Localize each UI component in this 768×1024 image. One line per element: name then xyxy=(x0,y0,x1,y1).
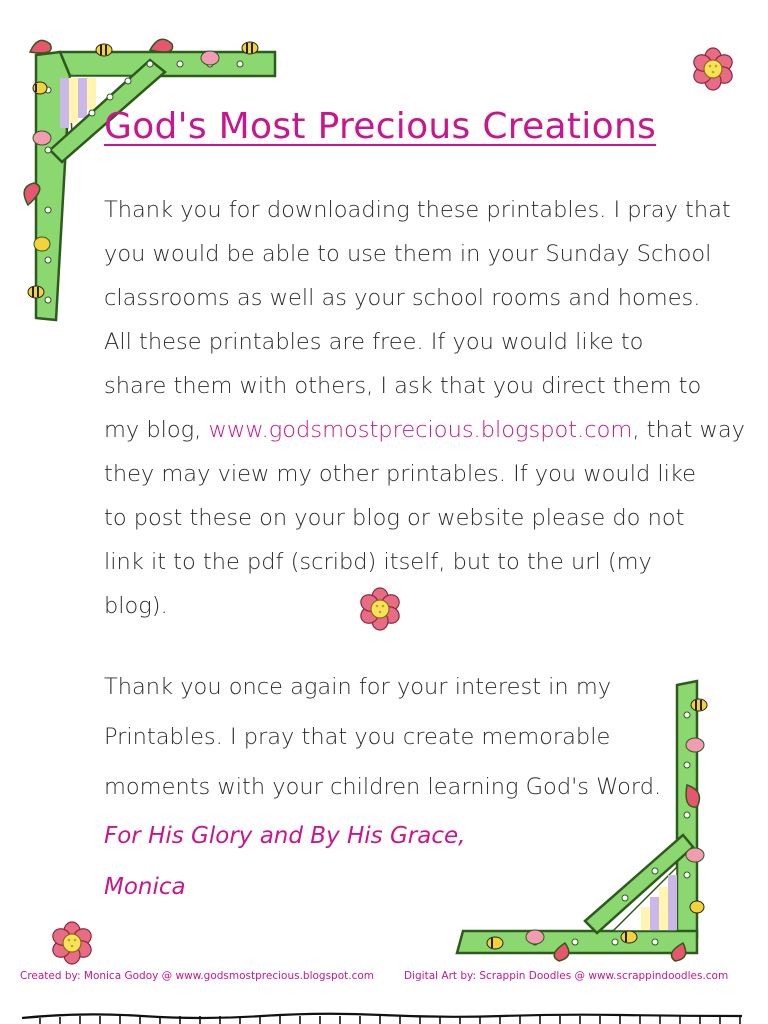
page-title: God's Most Precious Creations xyxy=(104,106,657,147)
closing-line: moments with your children learning God's Word. xyxy=(104,774,662,800)
intro-line: Thank you for downloading these printables. I pray that xyxy=(104,197,731,223)
credit-author: Created by: Monica Godoy @ www.godsmostprecious.blogspot.com xyxy=(20,970,375,982)
intro-line: blog). xyxy=(104,593,168,619)
intro-line: to post these on your blog or website please do not xyxy=(104,505,685,531)
closing-paragraph xyxy=(104,662,704,812)
intro-line: share them with others, I ask that you direct them to xyxy=(104,373,702,399)
blog-link[interactable]: www.godsmostprecious.blogspot.com xyxy=(208,417,633,443)
intro-line-with-link xyxy=(104,408,745,452)
signoff: For His Glory and By His Grace, xyxy=(104,823,466,849)
closing-line: Printables. I pray that you create memorable xyxy=(104,724,611,750)
signature: Monica xyxy=(104,874,186,900)
link-prefix: my blog, xyxy=(104,417,209,443)
flower-icon xyxy=(690,46,736,92)
intro-line: you would be able to use them in your Sunday School xyxy=(104,241,712,267)
intro-line: link it to the pdf (scribd) itself, but to the url (my xyxy=(104,549,652,575)
intro-line: they may view my other printables. If you would like xyxy=(104,461,696,487)
link-suffix: , that way xyxy=(632,417,745,443)
intro-paragraph xyxy=(104,188,745,628)
border-icon xyxy=(20,1008,750,1024)
intro-line: All these printables are free. If you would like to xyxy=(104,329,644,355)
closing-line: Thank you once again for your interest in my xyxy=(104,674,612,700)
flower-icon xyxy=(49,920,95,966)
credits-footer xyxy=(20,970,750,982)
credit-artist: Digital Art by: Scrappin Doodles @ www.scrappindoodles.com xyxy=(404,970,729,982)
intro-line: classrooms as well as your school rooms and homes. xyxy=(104,285,701,311)
